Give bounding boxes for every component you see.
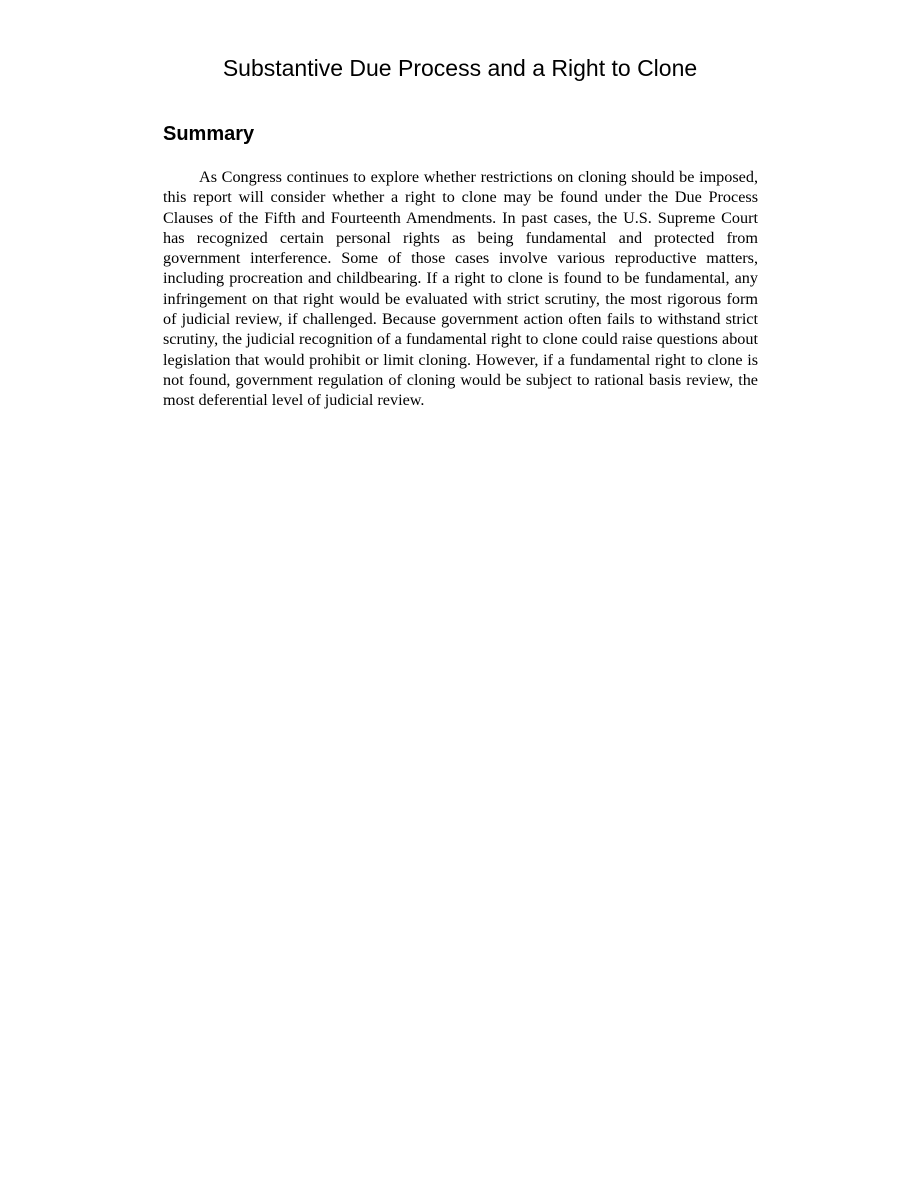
document-title: Substantive Due Process and a Right to Clone [222,55,698,81]
section-heading-summary: Summary [163,123,255,145]
summary-paragraph: As Congress continues to explore whether restrictions on cloning should be imposed, this report will consider whether a right to clone may be found under the Due Process Clauses of the Fifth and Fourteenth Amendments. In past cases, the U.S. Supreme Court has recognized certain personal rights as being fundamental and protected from government interference. Some of those cases involve various reproductive matters, including procreation and childbearing. If a right to clone is found to be fundamental, any infringement on that right would be evaluated with strict scrutiny, the most rigorous form of judicial review, if challenged. Because government action often fails to withstand strict scrutiny, the judicial recognition of a fundamental right to clone could raise questions about legislation that would prohibit or limit cloning. However, if a fundamental right to clone is not found, government regulation of cloning would be subject to rational basis review, the most deferential level of judicial review. [163,168,758,410]
